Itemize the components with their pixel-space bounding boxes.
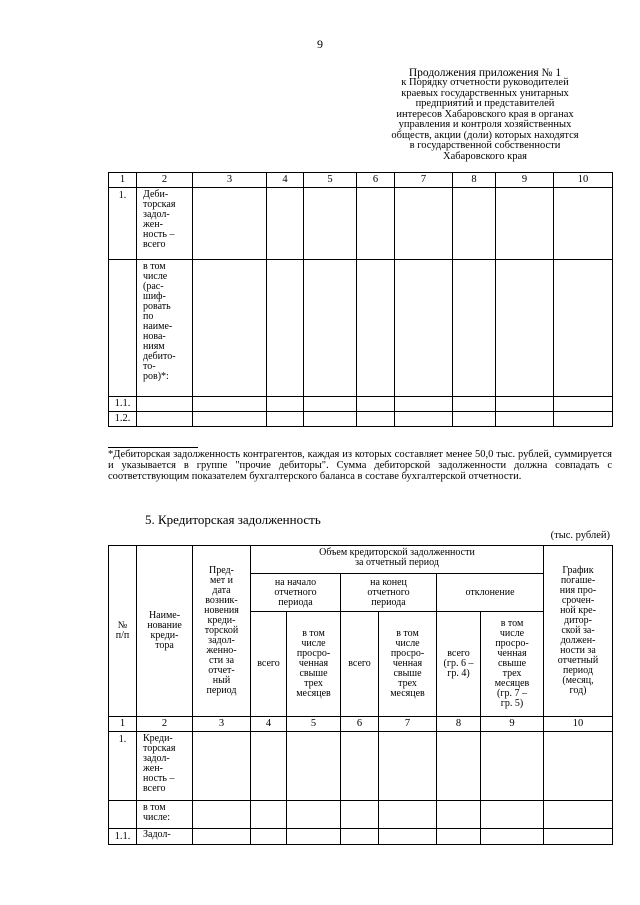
column-numbers-row xyxy=(109,717,613,732)
appendix-note-line: к Порядку отчетности руководителей xyxy=(401,77,569,88)
column-number: 2 xyxy=(137,173,193,188)
appendix-note-line: интересов Хабаровского края в органах xyxy=(396,108,574,120)
header-total: всего xyxy=(341,612,379,717)
table-cell xyxy=(496,260,554,397)
table-cell xyxy=(193,732,251,801)
table-cell xyxy=(554,412,613,427)
table-cell xyxy=(357,397,395,412)
appendix-note-line: обществ, акции (доли) которых находятся xyxy=(391,129,579,141)
table-row xyxy=(109,188,613,260)
appendix-note-line: в государственной собственности xyxy=(409,140,561,151)
debtor-table xyxy=(108,172,613,427)
table-cell xyxy=(287,732,341,801)
table-cell xyxy=(287,829,341,845)
table-cell xyxy=(481,801,544,829)
row-label: в том числе (рас- шиф- ровать по наиме- нова- ниям дебито- то- ров)*: xyxy=(137,260,193,397)
unit-label: (тыс. рублей) xyxy=(550,530,610,541)
header-row xyxy=(109,546,613,574)
table-cell xyxy=(193,397,267,412)
header-creditor-name: Наиме- нование креди- тора xyxy=(137,546,193,717)
table-cell xyxy=(437,801,481,829)
footnote-divider xyxy=(108,447,198,448)
table-cell xyxy=(481,732,544,801)
table-cell xyxy=(251,732,287,801)
table-cell xyxy=(496,188,554,260)
table-cell xyxy=(544,801,613,829)
header-period-start: на начало отчетного периода xyxy=(251,574,341,612)
table-cell xyxy=(453,397,496,412)
column-number: 8 xyxy=(453,173,496,188)
table-cell xyxy=(496,397,554,412)
column-number: 4 xyxy=(267,173,304,188)
header-repayment-schedule: График погаше- ния про- срочен- ной кре- дитор- ской за- должен- ности за отчетный период (месяц, год) xyxy=(544,546,613,717)
table-cell xyxy=(341,801,379,829)
appendix-note-line: краевых государственных унитарных xyxy=(401,87,569,99)
row-number xyxy=(109,801,137,829)
table-cell xyxy=(193,412,267,427)
table-row xyxy=(109,801,613,829)
table-cell xyxy=(544,829,613,845)
table-cell xyxy=(304,260,357,397)
table-cell xyxy=(554,260,613,397)
table-cell xyxy=(544,732,613,801)
column-number: 1 xyxy=(109,717,137,732)
table-cell xyxy=(453,412,496,427)
column-number: 2 xyxy=(137,717,193,732)
table-cell xyxy=(437,732,481,801)
table-cell xyxy=(251,801,287,829)
table-cell xyxy=(341,829,379,845)
table-cell xyxy=(357,188,395,260)
table-cell xyxy=(481,829,544,845)
table-row xyxy=(109,412,613,427)
table-cell xyxy=(267,260,304,397)
row-label: в том числе: xyxy=(137,801,193,829)
column-number: 3 xyxy=(193,717,251,732)
header-period-end: на конец отчетного периода xyxy=(341,574,437,612)
appendix-title: Продолжения приложения № 1 xyxy=(408,67,562,79)
table-cell xyxy=(267,188,304,260)
table-cell xyxy=(304,188,357,260)
column-number: 7 xyxy=(395,173,453,188)
column-number: 5 xyxy=(287,717,341,732)
table-cell xyxy=(193,260,267,397)
table-row xyxy=(109,260,613,397)
column-numbers-row xyxy=(109,173,613,188)
creditor-table xyxy=(108,545,613,845)
column-number: 3 xyxy=(193,173,267,188)
table-cell xyxy=(304,412,357,427)
table-cell xyxy=(554,188,613,260)
table-cell xyxy=(395,260,453,397)
appendix-note-line: предприятий и представителей xyxy=(415,98,555,109)
table-cell xyxy=(395,188,453,260)
table-row xyxy=(109,829,613,845)
table-cell xyxy=(379,732,437,801)
table-cell xyxy=(453,260,496,397)
column-number: 7 xyxy=(379,717,437,732)
column-number: 9 xyxy=(481,717,544,732)
header-overdue-diff: в том числе просро- ченная свыше трех месяцев (гр. 7 – гр. 5) xyxy=(481,612,544,717)
column-number: 6 xyxy=(357,173,395,188)
row-number xyxy=(109,260,137,397)
column-number: 9 xyxy=(496,173,554,188)
row-label xyxy=(137,397,193,412)
table-cell xyxy=(395,397,453,412)
row-label xyxy=(137,412,193,427)
footnote: *Дебиторская задолженность контрагентов, каждая из которых составляет менее 50,0 тыс. рублей, суммируется и указывается в группе "прочие дебиторы". Сумма дебиторской задолженности должна совпадать с соответствующим показателем бухгалтерского баланса в составе бухгалтерской отчетности. xyxy=(108,449,612,482)
header-overdue: в том числе просро- ченная свыше трех месяцев xyxy=(379,612,437,717)
table-cell xyxy=(496,412,554,427)
row-number: 1. xyxy=(109,188,137,260)
table-cell xyxy=(357,260,395,397)
table-row xyxy=(109,732,613,801)
table-cell xyxy=(267,397,304,412)
table-cell xyxy=(453,188,496,260)
column-number: 10 xyxy=(544,717,613,732)
column-number: 1 xyxy=(109,173,137,188)
table-cell xyxy=(287,801,341,829)
header-total: всего xyxy=(251,612,287,717)
table-cell xyxy=(193,801,251,829)
appendix-note-line: Хабаровского края xyxy=(443,150,527,162)
header-subject-date: Пред- мет и дата возник- новения креди- торской задол- женно- сти за отчет- ный период xyxy=(193,546,251,717)
header-total-diff: всего (гр. 6 – гр. 4) xyxy=(437,612,481,717)
table-row xyxy=(109,397,613,412)
table-cell xyxy=(437,829,481,845)
row-number: 1. xyxy=(109,732,137,801)
page-number: 9 xyxy=(317,37,323,51)
row-number: 1.1. xyxy=(109,829,137,845)
table-cell xyxy=(395,412,453,427)
appendix-note-line: управления и контроля хозяйственных xyxy=(398,119,572,130)
column-number: 6 xyxy=(341,717,379,732)
table-cell xyxy=(357,412,395,427)
header-deviation: отклонение xyxy=(437,574,544,612)
table-cell xyxy=(379,801,437,829)
table-cell xyxy=(251,829,287,845)
table-cell xyxy=(341,732,379,801)
section-title: 5. Кредиторская задолженность xyxy=(145,512,321,527)
column-number: 8 xyxy=(437,717,481,732)
row-label: Креди- торская задол- жен- ность – всего xyxy=(137,732,193,801)
row-number: 1.2. xyxy=(109,412,137,427)
row-label: Деби- торская задол- жен- ность – всего xyxy=(137,188,193,260)
table-cell xyxy=(193,829,251,845)
table-cell xyxy=(193,188,267,260)
table-cell xyxy=(554,397,613,412)
column-number: 4 xyxy=(251,717,287,732)
header-debt-volume: Объем кредиторской задолженности за отчетный период xyxy=(251,546,544,574)
table-cell xyxy=(304,397,357,412)
header-row-number: № п/п xyxy=(109,546,137,717)
appendix-note xyxy=(350,78,620,162)
table-cell xyxy=(379,829,437,845)
column-number: 10 xyxy=(554,173,613,188)
table-cell xyxy=(267,412,304,427)
row-number: 1.1. xyxy=(109,397,137,412)
column-number: 5 xyxy=(304,173,357,188)
header-overdue: в том числе просро- ченная свыше трех месяцев xyxy=(287,612,341,717)
row-label: Задол- xyxy=(137,829,193,845)
